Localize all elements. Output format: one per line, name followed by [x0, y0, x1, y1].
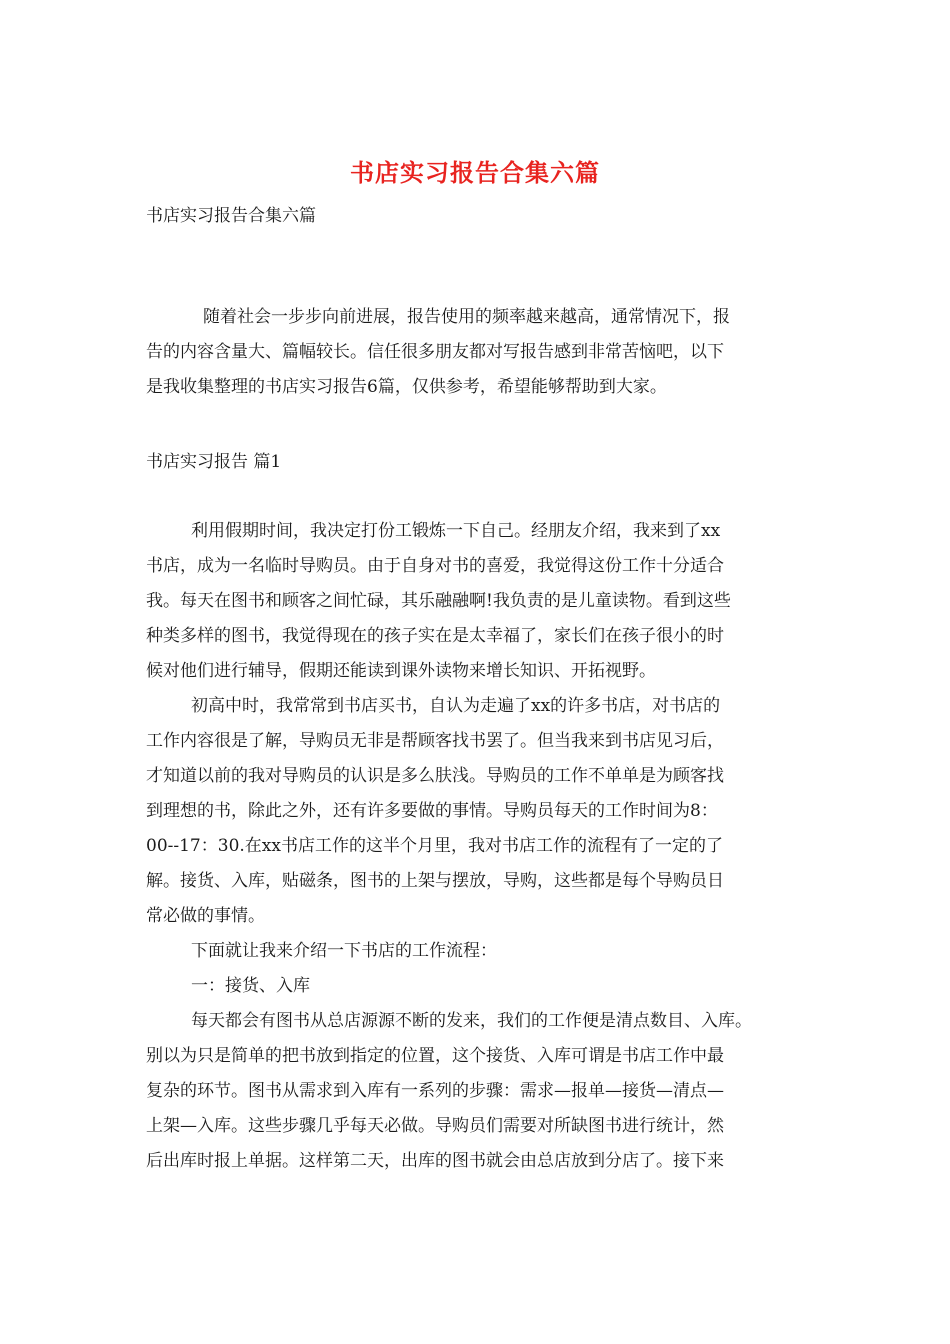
body-text [146, 514, 811, 1179]
body-line: 到理想的书，除此之外，还有许多要做的事情。导购员每天的工作时间为8： [146, 801, 718, 821]
body-line: 候对他们进行辅导，假期还能读到课外读物来增长知识、开拓视野。 [146, 661, 656, 681]
document-subtitle: 书店实习报告合集六篇 [146, 206, 316, 226]
intro-line: 随着社会一步步向前进展，报告使用的频率越来越高，通常情况下，报 [203, 307, 730, 327]
body-line: 书店，成为一名临时导购员。由于自身对书的喜爱，我觉得这份工作十分适合 [146, 556, 724, 576]
body-line: 下面就让我来介绍一下书店的工作流程： [191, 941, 497, 961]
intro-paragraph [146, 300, 811, 405]
body-line: 种类多样的图书，我觉得现在的孩子实在是太幸福了，家长们在孩子很小的时 [146, 626, 724, 646]
body-line: 一：接货、入库 [191, 976, 310, 996]
body-line: 解。接货、入库，贴磁条，图书的上架与摆放，导购，这些都是每个导购员日 [146, 871, 724, 891]
body-line: 每天都会有图书从总店源源不断的发来，我们的工作便是清点数目、入库。 [191, 1011, 752, 1031]
body-line: 上架—入库。这些步骤几乎每天必做。导购员们需要对所缺图书进行统计，然 [146, 1116, 724, 1136]
body-line: 后出库时报上单据。这样第二天，出库的图书就会由总店放到分店了。接下来 [146, 1151, 724, 1171]
body-line: 工作内容很是了解，导购员无非是帮顾客找书罢了。但当我来到书店见习后， [146, 731, 724, 751]
body-line: 初高中时，我常常到书店买书，自认为走遍了xx的许多书店，对书店的 [191, 696, 721, 716]
body-line: 00--17：30.在xx书店工作的这半个月里，我对书店工作的流程有了一定的了 [146, 836, 723, 856]
intro-line: 告的内容含量大、篇幅较长。信任很多朋友都对写报告感到非常苦恼吧，以下 [146, 342, 724, 362]
body-line: 才知道以前的我对导购员的认识是多么肤浅。导购员的工作不单单是为顾客找 [146, 766, 724, 786]
section-heading: 书店实习报告 篇1 [146, 452, 282, 472]
body-line: 常必做的事情。 [146, 906, 265, 926]
body-line: 别以为只是简单的把书放到指定的位置，这个接货、入库可谓是书店工作中最 [146, 1046, 724, 1066]
intro-line: 是我收集整理的书店实习报告6篇，仅供参考，希望能够帮助到大家。 [146, 377, 667, 397]
body-line: 我。每天在图书和顾客之间忙碌，其乐融融啊!我负责的是儿童读物。看到这些 [146, 591, 731, 611]
body-line: 复杂的环节。图书从需求到入库有一系列的步骤：需求—报单—接货—清点— [146, 1081, 724, 1101]
body-line: 利用假期时间，我决定打份工锻炼一下自己。经朋友介绍，我来到了xx [191, 521, 721, 541]
document-title: 书店实习报告合集六篇 [350, 158, 600, 187]
